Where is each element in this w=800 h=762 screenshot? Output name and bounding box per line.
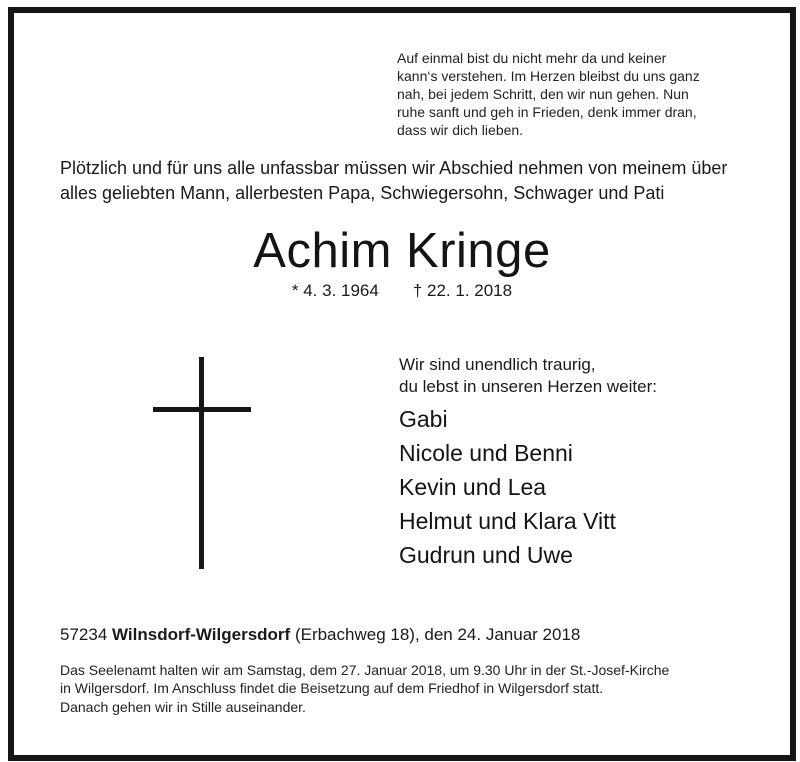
family-member: Helmut und Klara Vitt — [399, 508, 616, 534]
poem-line: Auf einmal bist du nicht mehr da und keiner — [397, 50, 667, 66]
obituary-frame — [8, 7, 796, 761]
poem-line: dass wir dich lieben. — [397, 122, 524, 138]
service-line: in Wilgersdorf. Im Anschluss findet die Beisetzung auf dem Friedhof in Wilgersdorf statt. — [60, 680, 604, 696]
mourning-line: du lebst in unseren Herzen weiter: — [399, 377, 657, 396]
poem-line: ruhe sanft und geh in Frieden, denk immer dran, — [397, 104, 697, 120]
family-member: Nicole und Benni — [399, 440, 573, 466]
family-member: Kevin und Lea — [399, 474, 547, 500]
place-and-date — [60, 624, 780, 646]
address-and-date: (Erbachweg 18), den 24. Januar 2018 — [294, 625, 581, 644]
intro-line: Plötzlich und für uns alle unfassbar müssen wir Abschied nehmen von meinem über — [60, 158, 728, 178]
family-member: Gudrun und Uwe — [399, 542, 573, 568]
mourning-line: Wir sind unendlich traurig, — [399, 355, 596, 374]
mourning-text — [399, 354, 779, 398]
town: Wilnsdorf-Wilgersdorf — [112, 625, 291, 644]
poem — [397, 49, 777, 139]
poem-line: nah, bei jedem Schritt, den wir nun gehen. Nun — [397, 86, 689, 102]
family-member: Gabi — [399, 406, 448, 432]
cross-vertical-bar — [199, 357, 204, 569]
poem-line: kann‘s verstehen. Im Herzen bleibst du uns ganz — [397, 68, 700, 84]
intro-text — [60, 156, 780, 206]
death-date: † 22. 1. 2018 — [412, 281, 513, 300]
service-line: Das Seelenamt halten wir am Samstag, dem 27. Januar 2018, um 9.30 Uhr in der St.-Josef-Kirche — [60, 662, 670, 678]
family-list — [399, 402, 779, 572]
birth-date: * 4. 3. 1964 — [291, 281, 379, 300]
postcode: 57234 — [60, 625, 108, 644]
life-dates — [14, 279, 790, 303]
deceased-name: Achim Kringe — [253, 224, 551, 278]
intro-line: alles geliebten Mann, allerbesten Papa, Schwiegersohn, Schwager und Pati — [60, 183, 665, 203]
service-info — [60, 661, 780, 697]
closing-line: Danach gehen wir in Stille auseinander. — [60, 699, 306, 715]
cross-horizontal-bar — [153, 407, 251, 412]
